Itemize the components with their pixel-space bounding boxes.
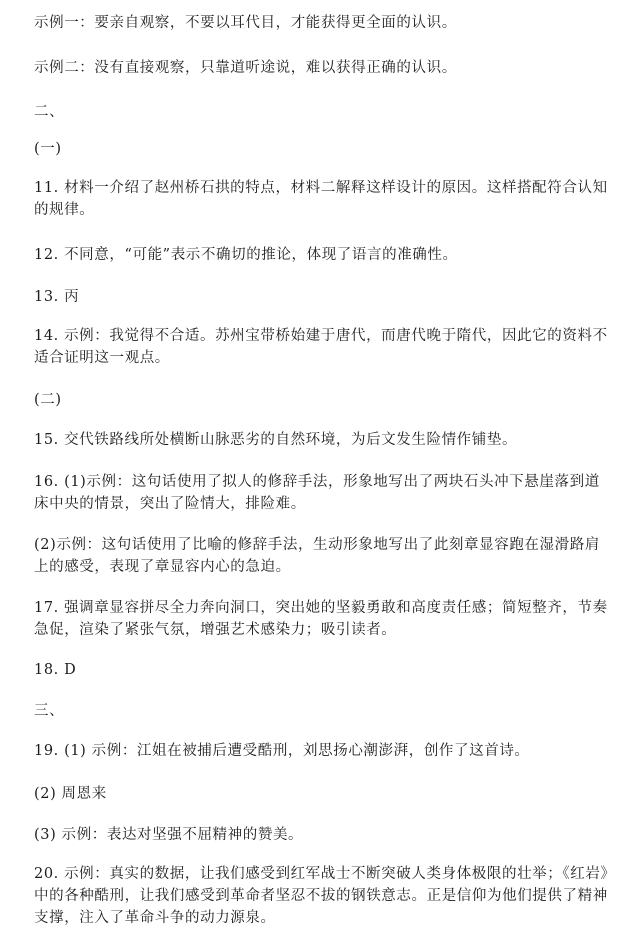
answer-example-1: 示例一：要亲自观察，不要以耳代目，才能获得更全面的认识。 xyxy=(34,15,457,31)
answer-16-1: 16. (1)示例：这句话使用了拟人的修辞手法，形象地写出了两块石头冲下悬崖落到道床中央的情景，突出了险情大，排险难。 xyxy=(34,474,600,512)
subsection-heading-1: (一) xyxy=(34,141,62,157)
answer-14: 14. 示例：我觉得不合适。苏州宝带桥始建于唐代，而唐代晚于隋代，因此它的资料不适合证明这一观点。 xyxy=(34,328,608,366)
answer-13: 13. 丙 xyxy=(34,289,80,305)
answer-19-3: (3) 示例：表达对坚强不屈精神的赞美。 xyxy=(34,827,304,843)
answer-15: 15. 交代铁路线所处横断山脉恶劣的自然环境，为后文发生险情作铺垫。 xyxy=(34,432,518,448)
answer-17: 17. 强调章显容拼尽全力奔向洞口，突出她的坚毅勇敢和高度责任感；简短整齐，节奏急促，渲染了紧张气氛，增强艺术感染力；吸引读者。 xyxy=(34,600,608,638)
answer-12: 12. 不同意，“可能”表示不确切的推论，体现了语言的准确性。 xyxy=(34,247,458,263)
answer-18: 18. D xyxy=(34,662,77,678)
subsection-heading-2: (二) xyxy=(34,392,62,408)
section-heading-3: 三、 xyxy=(34,703,65,719)
answer-example-2: 示例二：没有直接观察，只靠道听途说，难以获得正确的认识。 xyxy=(34,60,457,76)
answer-19-2: (2) 周恩来 xyxy=(34,786,107,802)
section-heading-2: 二、 xyxy=(34,104,65,120)
answer-20: 20. 示例：真实的数据，让我们感受到红军战士不断突破人类身体极限的壮举；《红岩》中的各种酷刑，让我们感受到革命者坚忍不拔的钢铁意志。正是信仰为他们提供了精神支撑，注入了革命斗争的动力源泉。 xyxy=(34,866,609,926)
answer-16-2: (2)示例：这句话使用了比喻的修辞手法，生动形象地写出了此刻章显容跑在湿滑路肩上的感受，表现了章显容内心的急迫。 xyxy=(34,537,600,575)
answer-11: 11. 材料一介绍了赵州桥石拱的特点，材料二解释这样设计的原因。这样搭配符合认知的规律。 xyxy=(34,180,608,218)
answer-19-1: 19. (1) 示例：江姐在被捕后遭受酷刑，刘思扬心潮澎湃，创作了这首诗。 xyxy=(34,743,530,759)
